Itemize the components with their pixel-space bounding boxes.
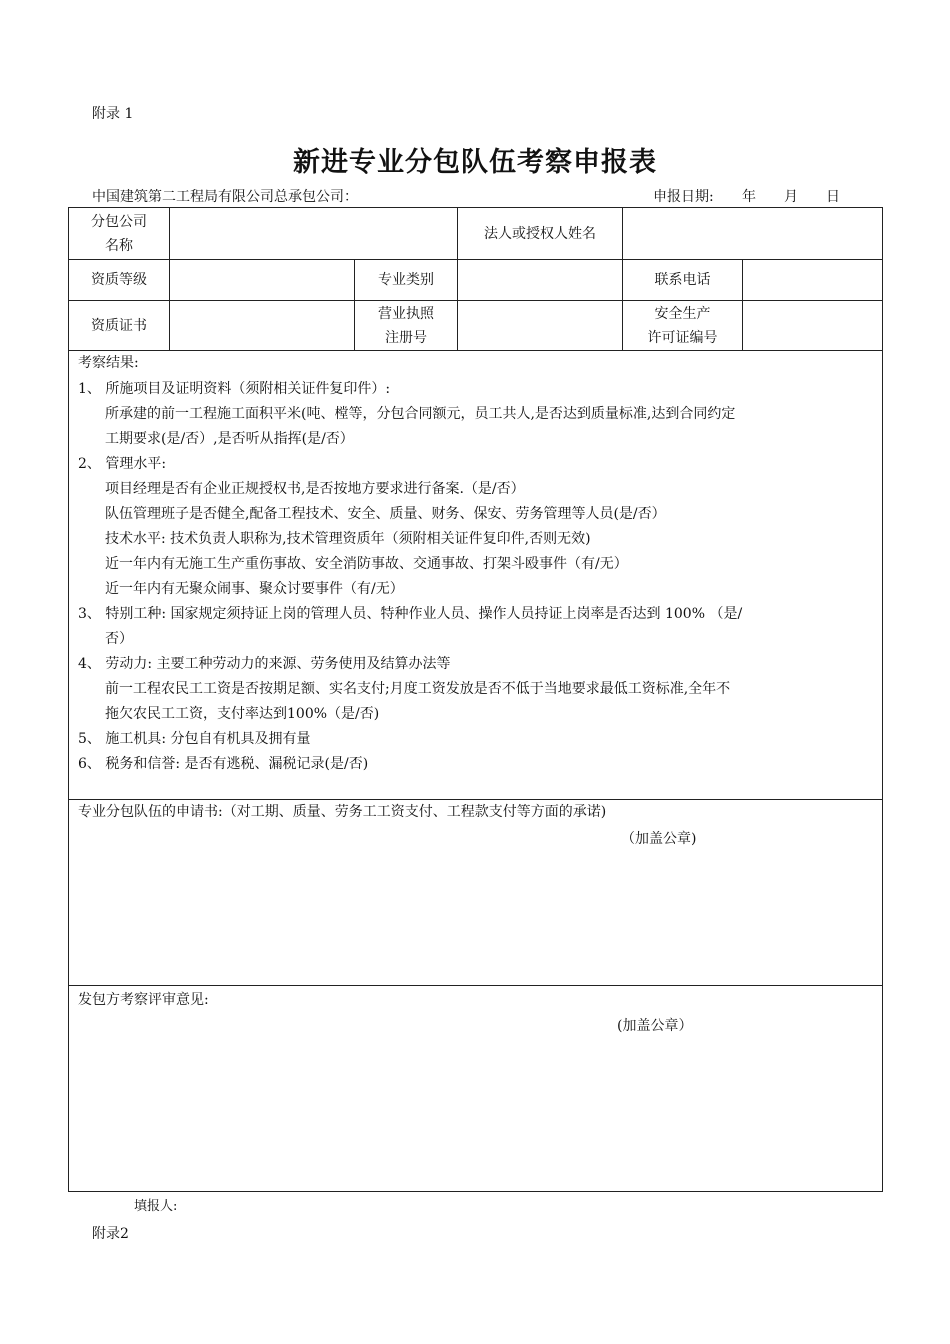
inspection-results-section xyxy=(69,351,883,800)
results-line: 所承建的前一工程施工面积平米(吨、樘等，分包合同额元，员工共人,是否达到质量标准,达到合同约定 xyxy=(105,406,736,422)
date-month: 月 xyxy=(784,189,798,205)
field-specialty[interactable] xyxy=(458,260,623,301)
results-line: 前一工程农民工工资是否按期足额、实名支付;月度工资发放是否不低于当地要求最低工资标准,全年不 xyxy=(105,681,731,697)
results-heading: 考察结果: xyxy=(78,355,139,371)
review-stamp-note: (加盖公章） xyxy=(617,1018,693,1034)
results-line: 技术水平: 技术负责人职称为,技术管理资质年（须附相关证件复印件,否则无效) xyxy=(105,531,591,547)
results-line: 拖欠农民工工资，支付率达到100%（是/否) xyxy=(105,706,380,722)
results-line: 1、 所施项目及证明资料（须附相关证件复印件）: xyxy=(78,381,391,397)
label-business-license: 营业执照 注册号 xyxy=(355,301,458,351)
company-line: 中国建筑第二工程局有限公司总承包公司： xyxy=(92,189,358,205)
field-subcontractor-name[interactable] xyxy=(170,208,458,260)
label-phone: 联系电话 xyxy=(623,260,743,301)
results-line: 5、 施工机具: 分包自有机具及拥有量 xyxy=(78,731,311,747)
field-safety-license[interactable] xyxy=(743,301,883,351)
results-line: 队伍管理班子是否健全,配备工程技术、安全、质量、财务、保安、劳务管理等人员(是/否） xyxy=(105,506,666,522)
label-specialty: 专业类别 xyxy=(355,260,458,301)
results-line: 4、 劳动力: 主要工种劳动力的来源、劳务使用及结算办法等 xyxy=(78,656,451,672)
field-qualification-cert[interactable] xyxy=(170,301,355,351)
appendix-label-top: 附录 1 xyxy=(92,106,134,122)
results-line: 2、 管理水平: xyxy=(78,456,167,472)
results-line: 项目经理是否有企业正规授权书,是否按地方要求进行备案.（是/否） xyxy=(105,481,525,497)
filler-label: 填报人: xyxy=(134,1199,178,1214)
results-line: 否） xyxy=(105,631,133,647)
results-line: 6、 税务和信誉: 是否有逃税、漏税记录(是/否) xyxy=(78,756,369,772)
field-business-license[interactable] xyxy=(458,301,623,351)
results-line: 3、 特别工种: 国家规定须持证上岗的管理人员、特种作业人员、操作人员持证上岗率是否达到 100% （是/ xyxy=(78,606,743,622)
appendix-label-bottom: 附录2 xyxy=(92,1226,129,1242)
field-phone[interactable] xyxy=(743,260,883,301)
review-opinion-section[interactable] xyxy=(69,986,883,1192)
application-heading: 专业分包队伍的申请书:（对工期、质量、劳务工工资支付、工程款支付等方面的承诺) xyxy=(78,804,607,820)
label-subcontractor-name: 分包公司 名称 xyxy=(69,208,170,260)
field-legal-person[interactable] xyxy=(623,208,883,260)
label-qualification-cert: 资质证书 xyxy=(69,301,170,351)
results-line: 近一年内有无聚众闹事、聚众讨要事件（有/无） xyxy=(105,581,404,597)
application-form-table xyxy=(68,207,883,1192)
page-title: 新进专业分包队伍考察申报表 xyxy=(293,147,657,178)
date-day: 日 xyxy=(826,189,840,205)
label-qualification-level: 资质等级 xyxy=(69,260,170,301)
date-year: 年 xyxy=(742,189,756,205)
label-safety-license: 安全生产 许可证编号 xyxy=(623,301,743,351)
application-letter-section[interactable] xyxy=(69,800,883,986)
results-line: 工期要求(是/否）,是否听从指挥(是/否） xyxy=(105,431,354,447)
review-heading: 发包方考察评审意见: xyxy=(78,992,209,1008)
application-stamp-note: （加盖公章) xyxy=(621,831,697,847)
label-legal-person: 法人或授权人姓名 xyxy=(458,208,623,260)
field-qualification-level[interactable] xyxy=(170,260,355,301)
results-line: 近一年内有无施工生产重伤事故、安全消防事故、交通事故、打架斗殴事件（有/无） xyxy=(105,556,628,572)
date-label: 申报日期: xyxy=(653,189,714,205)
